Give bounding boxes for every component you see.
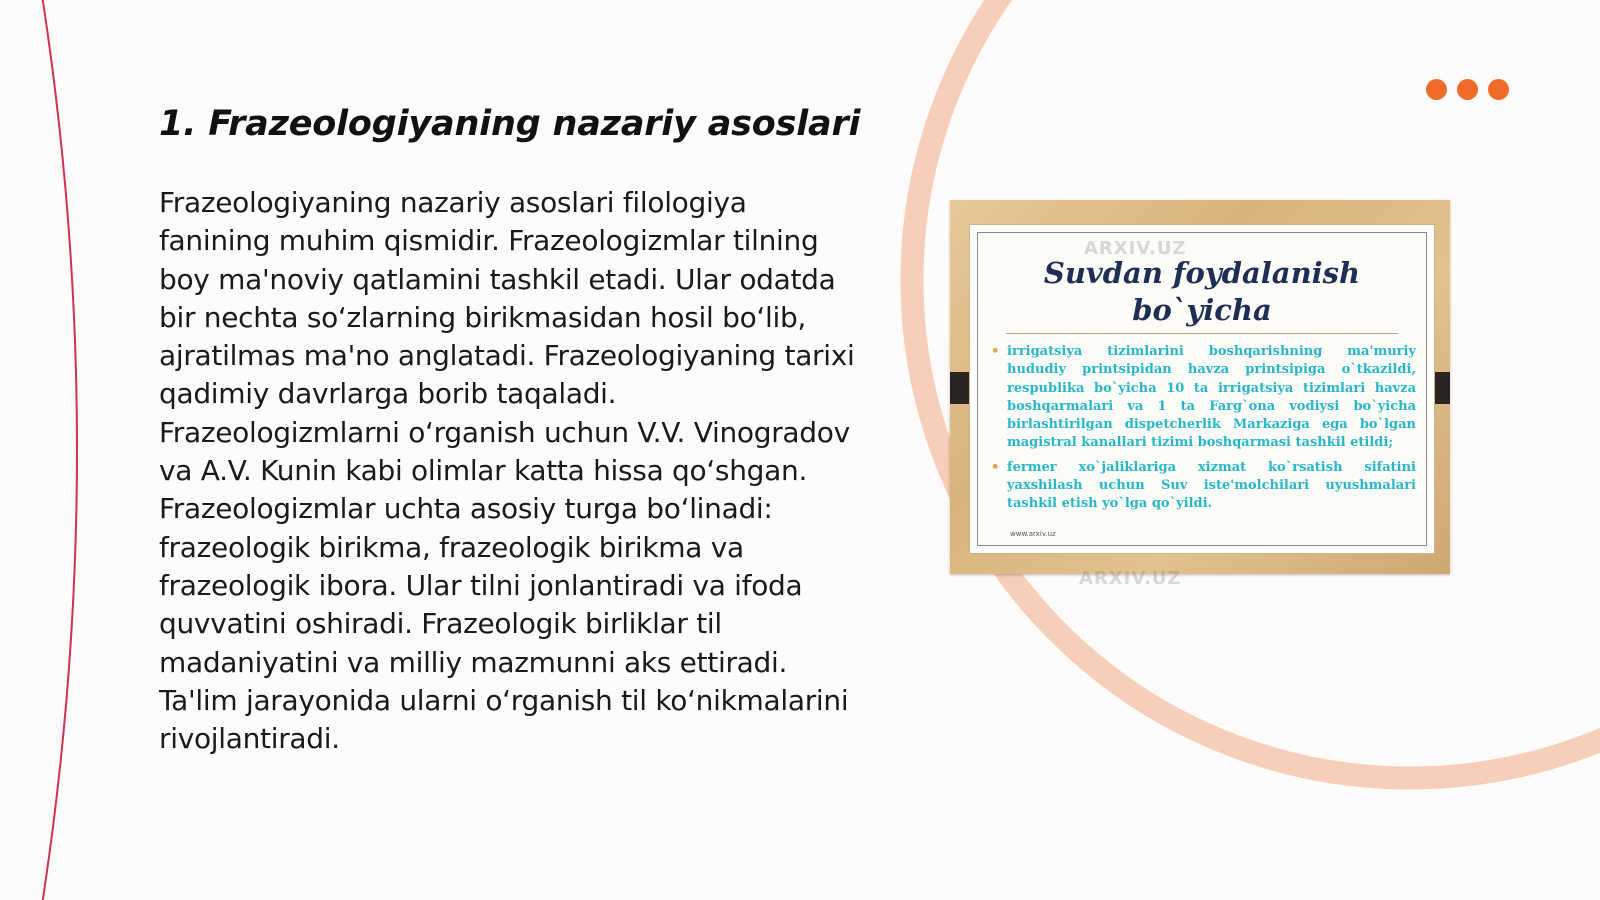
divider [1006,333,1398,334]
list-item [990,459,1416,514]
dot [1488,79,1509,100]
watermark: ARXIV.UZ [1084,238,1187,259]
dot [1426,79,1447,100]
image-credit: www.arxiv.uz [1010,530,1056,538]
image-bullet-list [990,343,1416,520]
three-dots-icon [1426,79,1509,100]
image-heading: Suvdan foydalanish bo`yicha [1043,256,1361,327]
paper-sheet [970,225,1434,589]
bullet-icon: • [991,459,1000,475]
slide-body-text: Frazeologiyaning nazariy asoslari filologiya fanining muhim qismidir. Frazeologizmlar tilning boy ma'noviy qatlamini tashkil etadi. Ular odatda bir nechta so‘zlarning birikmasidan hosil bo‘lib, ajratilmas ma'no anglatadi. Frazeologiyaning tarixi qadimiy davrlarga borib taqaladi. Frazeologizmlarni o‘rganish uchun V.V. Vinogradov va A.V. Kunin kabi olimlar katta hissa qo‘shgan. Frazeologizmlar uchta asosiy turga bo‘linadi: frazeologik birikma, frazeologik birikma va frazeologik ibora. Ular tilni jonlantiradi va ifoda quvvatini oshiradi. Frazeologik birliklar til madaniyatini va milliy mazmunni aks ettiradi. Ta'lim jarayonida ularni o‘rganish til ko‘nikmalarini rivojlantiradi. [159,186,855,756]
slide-title: 1. Frazeologiyaning nazariy asoslari [159,104,861,144]
watermark: ARXIV.UZ [1079,568,1182,589]
dot [1457,79,1478,100]
illustration-image [950,200,1450,589]
left-edge-curve [42,0,77,900]
bullet-icon: • [991,344,1000,359]
bullet-text: fermer xo`jaliklariga xizmat ko`rsatish sifatini yaxshilash uchun Suv iste'molchilari uyushmalari tashkil etish yo`lga qo`yildi. [1007,459,1416,512]
bullet-text: irrigatsiya tizimlarini boshqarishning ma'muriy hududiy printsipidan havza printsipiga o`tkazildi, respublika bo`yicha 10 ta irrigatsiya tizimlari havza boshqarmalari va 1 ta Farg`ona vodiysi bo`yicha birlashtirilgan dispetcherlik Markaziga ega bo`lgan magistral kanallari tizimi boshqarmasi tashkil etildi; [1007,344,1416,451]
list-item [990,343,1416,453]
